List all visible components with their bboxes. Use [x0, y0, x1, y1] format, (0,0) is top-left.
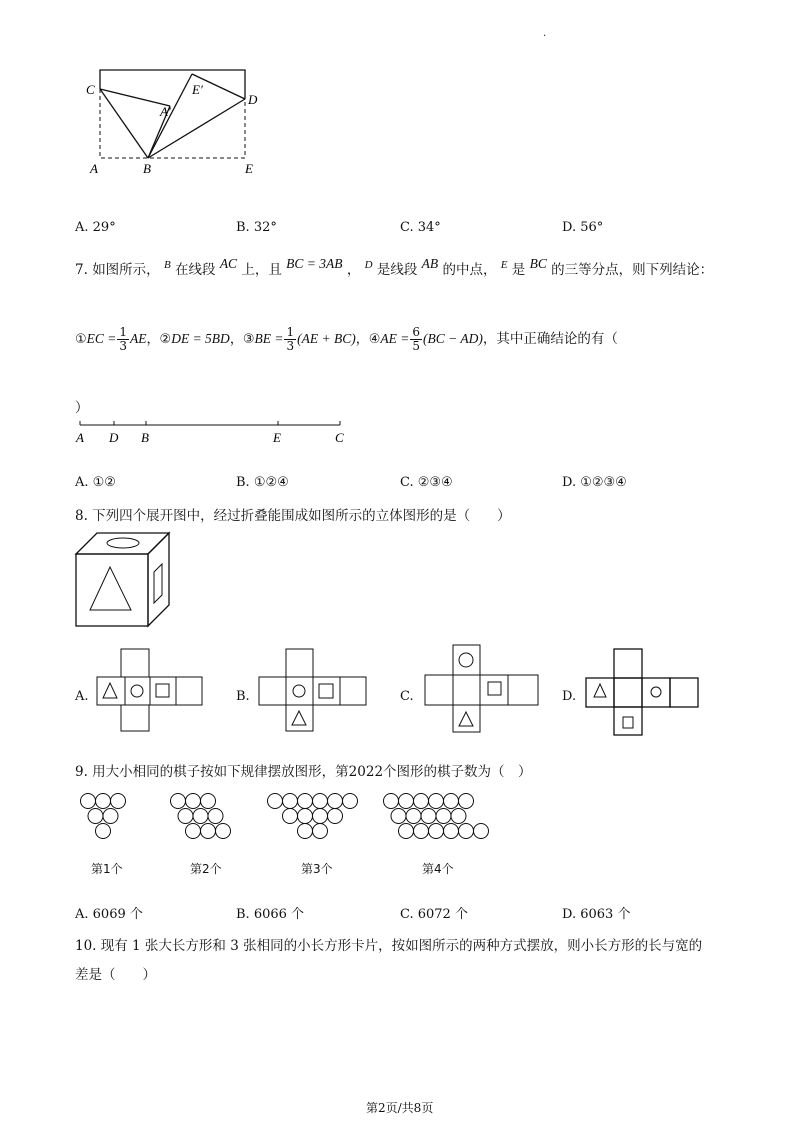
fraction: $\frac{1}{3}$: [286, 325, 295, 353]
q9-caption-3: 第3个: [301, 862, 333, 876]
q7-option-c: C. ②③④: [400, 475, 453, 490]
label-C: C: [86, 82, 95, 97]
q9-option-d: D. 6063 个: [562, 907, 631, 922]
fraction: $\frac{6}{5}$: [412, 325, 420, 353]
statement-mark: ，④: [355, 332, 381, 347]
q7-text: ，: [346, 262, 361, 278]
q9-option-c: C. 6072 个: [400, 907, 468, 922]
q8-net-b: [258, 648, 368, 732]
fraction: $\frac{1}{3}$: [119, 325, 128, 353]
q7-close-paren: ）: [75, 400, 89, 416]
label-A-prime: A′: [160, 104, 171, 119]
q10-question-line1: 10. 现有 1 张大长方形和 3 张相同的小长方形卡片，按如图所示的两种方式摆放，则小长方形的长与宽的: [75, 938, 703, 954]
math: BE =: [254, 331, 284, 346]
q10-question-line2: 差是（ ）: [75, 967, 156, 983]
q7-text: 上，且: [241, 262, 282, 278]
q7-statements: [75, 326, 618, 353]
q7-text: 的三等分点，则下列结论：: [551, 262, 714, 278]
math: EC =: [86, 331, 117, 346]
label-E-prime: E′: [192, 82, 203, 97]
q9-option-b: B. 6066 个: [236, 907, 305, 922]
line-label-D: D: [109, 430, 119, 445]
q9-caption-4: 第4个: [422, 862, 454, 876]
q9-caption-2: 第2个: [190, 862, 222, 876]
q6-figure: [80, 60, 280, 185]
page-footer: 第2页/共8页: [366, 1101, 434, 1115]
q7-var: AB: [421, 256, 439, 271]
q7-var: B: [163, 259, 171, 271]
label-A: A: [90, 161, 98, 176]
q7-text: 的中点，: [442, 262, 497, 278]
statement-mark: ①: [75, 332, 87, 347]
q8-option-a-label: A.: [75, 689, 89, 704]
q7-text: 是: [511, 262, 526, 278]
q8-cube-figure: [75, 532, 175, 628]
q8-question: 8. 下列四个展开图中，经过折叠能围成如图所示的立体图形的是（ ）: [75, 508, 511, 524]
math: (AE + BC): [297, 331, 356, 346]
line-label-E: E: [273, 430, 281, 445]
math: (BC − AD): [422, 331, 483, 346]
q8-option-c-label: C.: [400, 689, 414, 704]
q7-var: AC: [219, 256, 238, 271]
statement-mark: ，②: [146, 332, 172, 347]
q8-net-d: [585, 648, 705, 738]
q8-net-a: [96, 648, 206, 732]
math: DE = 5BD: [171, 331, 230, 346]
q9-option-a: A. 6069 个: [75, 907, 143, 922]
q8-option-b-label: B.: [236, 689, 250, 704]
q6-option-a: A. 29°: [75, 220, 116, 235]
q8-net-c: [424, 644, 544, 734]
q7-var: E: [500, 259, 508, 271]
q7-var: BC: [529, 256, 547, 271]
q7-text: 是线段: [376, 262, 418, 278]
q7-var: D: [364, 259, 373, 271]
q7-var: BC = 3AB: [286, 256, 343, 271]
q9-question: 9. 用大小相同的棋子按如下规律摆放图形，第2022个图形的棋子数为（ ）: [75, 764, 532, 780]
line-label-A: A: [76, 430, 84, 445]
q7-option-a: A. ①②: [75, 475, 116, 490]
label-E: E: [245, 161, 253, 176]
q7-question: [75, 258, 713, 278]
q6-option-b: B. 32°: [236, 220, 277, 235]
q7-option-d: D. ①②③④: [562, 475, 627, 490]
label-D: D: [248, 92, 258, 107]
line-label-B: B: [141, 430, 149, 445]
q7-line-figure: [75, 418, 355, 448]
q7-text: 在线段: [175, 262, 216, 278]
q9-pattern-figure: [78, 792, 498, 852]
math: AE =: [380, 331, 410, 346]
q7-tail: ，其中正确结论的有（: [482, 331, 618, 347]
line-label-C: C: [335, 430, 344, 445]
q9-caption-1: 第1个: [91, 862, 123, 876]
q6-option-c: C. 34°: [400, 220, 441, 235]
q6-option-d: D. 56°: [562, 220, 604, 235]
stray-mark: .: [543, 28, 547, 39]
q7-option-b: B. ①②④: [236, 475, 289, 490]
label-B: B: [143, 161, 151, 176]
q8-option-d-label: D.: [562, 689, 577, 704]
q7-number: 7.: [75, 262, 88, 278]
statement-mark: ，③: [229, 332, 255, 347]
q7-text: 如图所示，: [92, 262, 160, 278]
math: AE: [130, 331, 147, 346]
